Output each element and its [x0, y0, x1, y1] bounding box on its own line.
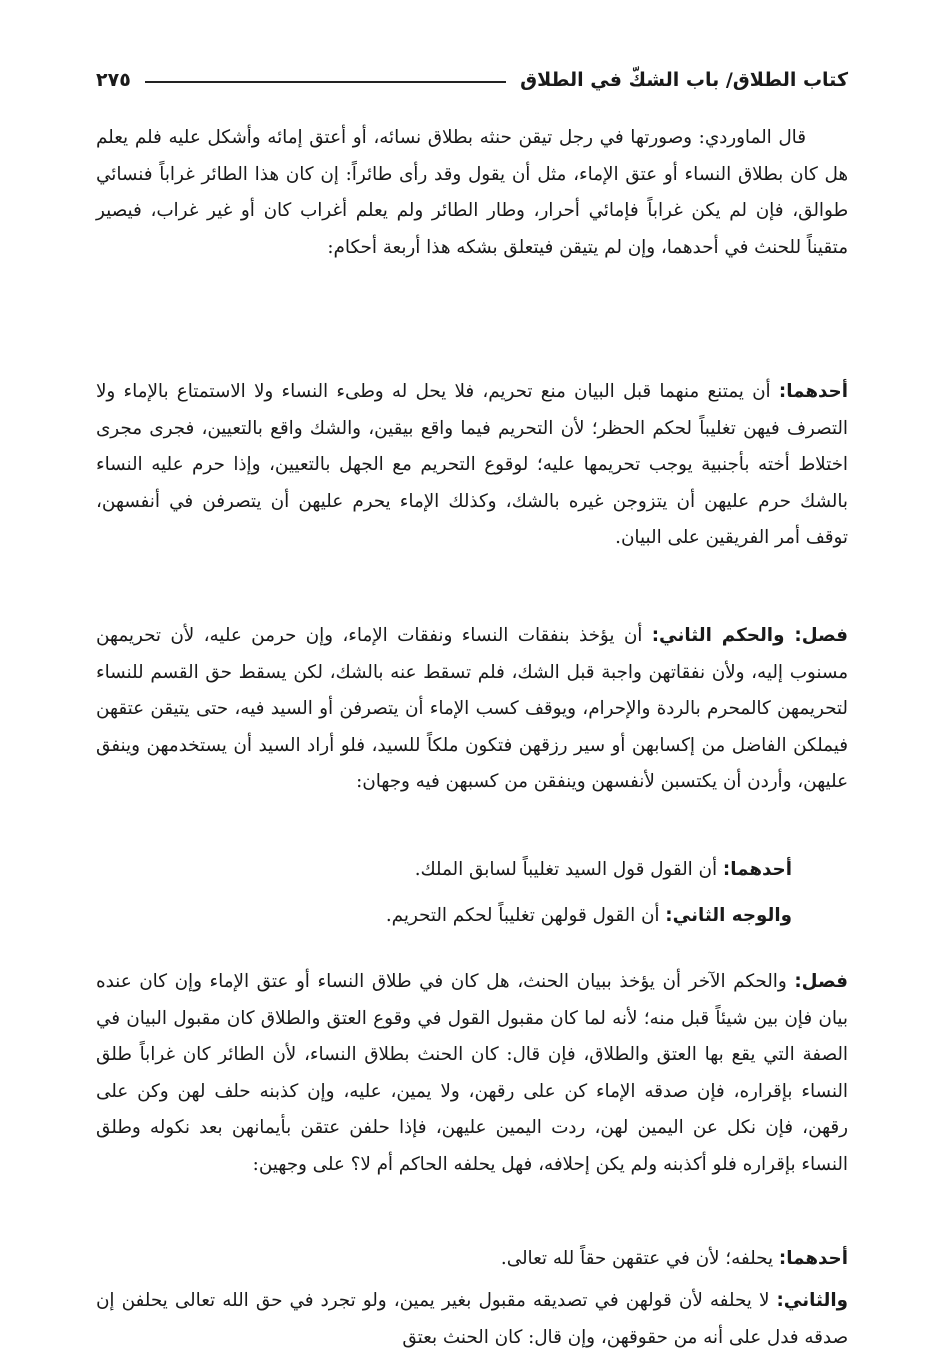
- paragraph-second-ruling: [96, 618, 848, 801]
- running-header: [96, 58, 848, 102]
- book-page: [96, 58, 848, 1358]
- paragraph-body: يحلفه؛ لأن في عتقهن حقاً لله تعالى.: [500, 1248, 779, 1269]
- paragraph-first-ruling: [96, 374, 848, 557]
- paragraph-body: لا يحلفه لأن قولهن في تصديقه مقبول بغير يمين، ولو تجرد في حق الله تعالى يحلفن إن صدقه فدل على أنه من حقوقهن، وإن قال: كان الحنث بعتق: [96, 1290, 848, 1348]
- paragraph-intro-text: قال الماوردي: وصورتها في رجل تيقن حنثه بطلاق نسائه، أو أعتق إمائه وأشكل عليه فلم يعلم هل كان بطلاق النساء أو عتق الإماء، مثل أن يقول وقد رأى طائراً: إن كان هذا الطائر غراباً فنسائي طوالق، فإن لم يكن غراباً فإمائي أحرار، وطار الطائر ولم يعلم أغراب كان أو غير غراب، فيصير متقيناً للحنث في أحدهما، وإن لم يتيقن فيتعلق بشكه هذا أربعة أحكام:: [96, 127, 848, 258]
- sub-paragraph-second-view: [96, 898, 848, 935]
- paragraph-last-ruling: [96, 964, 848, 1184]
- page-number: ٢٧٥: [96, 69, 131, 91]
- sub-paragraph-first-view: [96, 852, 848, 889]
- paragraph-body: أن يؤخذ بنفقات النساء ونفقات الإماء، وإن حرمن عليه، لأن تحريمهن مسنوب إليه، ولأن نفقاتهن واجبة قبل الشك، فلم تسقط عنه بالشك، لكن يسقط حق القسم للنساء لتحريمهن كالمحرم بالردة والإحرام، ويوقف كسب الإماء أن يتصرفن أو السيد فيه، حتى يتيقن عتقهن فيملكن الفاضل من إكسابهن أو سير رزقهن فتكون ملكاً للسيد، فلو أراد السيد أن يستخدمهن وينفق عليهن، وأردن أن يكتسبن لأنفسهن وينفقن من كسبهن فيه وجهان:: [96, 625, 848, 793]
- header-rule: [145, 81, 506, 83]
- sub-paragraph-first-opinion: [96, 1241, 848, 1278]
- paragraph-lead: أحدهما:: [778, 1248, 848, 1269]
- paragraph-lead: أحدهما:: [778, 381, 848, 402]
- paragraph-body: أن يمتنع منهما قبل البيان منع تحريم، فلا يحل له وطىء النساء ولا الاستمتاع بالإماء ولا التصرف فيهن تغليباً لحكم الحظر؛ لأن التحريم فيما واقع بيقين، والشك واقع بالتعيين، فجرى مجرى اختلاط أخته بأجنبية يوجب تحريمها عليه؛ لوقوع التحريم مع الجهل بالتعيين، وإذا حرم عليه النساء بالشك حرم عليهن أن يتزوجن غيره بالشك، وكذلك الإماء يحرم عليهن أن يتصرفن في أنفسهن، توقف أمر الفريقين على البيان.: [96, 381, 848, 549]
- paragraph-lead: أحدهما:: [722, 859, 792, 880]
- paragraph-lead: فصل: والحكم الثاني:: [651, 625, 848, 646]
- paragraph-body: والحكم الآخر أن يؤخذ ببيان الحنث، هل كان في طلاق النساء أو عتق الإماء وإن كان عنده بيان فإن بين شيئاً قبل منه؛ لأنه لما كان مقبول القول في وقوع العتق والطلاق كان مقبول البيان في الصفة التي يقع بها العتق والطلاق، فإن قال: كان الحنث بطلاق النساء، لأن الطائر كان غراباً طلق النساء بإقراره، فإن صدقه الإماء كن على رقهن، ولا يمين، عليه، وإن كذبنه حلف لهن وكن على رقهن، فإن نكل عن اليمين لهن، ردت اليمين عليهن، فإذا حلفن عتقن بأيمانهن بعد نكوله وطلق النساء بإقراره فلو أكذبنه ولم يكن إحلافه، فهل يحلفه الحاكم أم لا؟ على وجهين:: [96, 971, 848, 1175]
- paragraph-lead: والوجه الثاني:: [665, 905, 792, 926]
- paragraph-intro: [96, 120, 848, 266]
- paragraph-lead: والثاني:: [776, 1290, 848, 1311]
- sub-paragraph-second-opinion: [96, 1283, 848, 1356]
- paragraph-body: أن القول قول السيد تغليباً لسابق الملك.: [414, 859, 723, 880]
- paragraph-lead: فصل:: [794, 971, 848, 992]
- header-title: كتاب الطلاق/ باب الشكّ في الطلاق: [520, 69, 848, 91]
- paragraph-body: أن القول قولهن تغليباً لحكم التحريم.: [385, 905, 666, 926]
